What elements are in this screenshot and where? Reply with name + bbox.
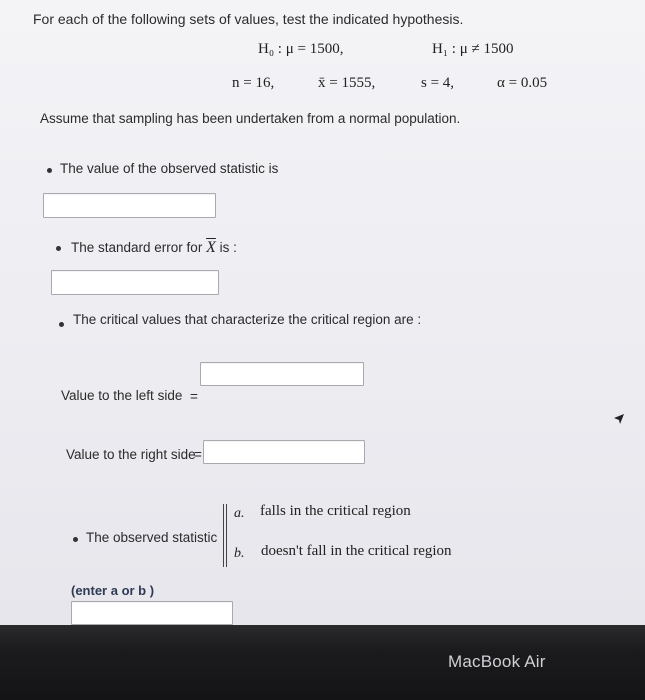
bullet-icon bbox=[73, 537, 78, 542]
significance-level: α = 0.05 bbox=[497, 75, 548, 91]
sample-size: n = 16, bbox=[232, 75, 275, 91]
enter-choice-label: (enter a or b ) bbox=[71, 583, 155, 598]
bullet-icon bbox=[59, 322, 64, 327]
laptop-bezel bbox=[0, 625, 645, 700]
bracket-line-right bbox=[226, 504, 227, 567]
observed-statistic-choice-label: The observed statistic bbox=[86, 530, 218, 545]
option-b-letter: b. bbox=[234, 546, 245, 561]
standard-error-input[interactable] bbox=[51, 270, 219, 295]
left-critical-value-input[interactable] bbox=[200, 362, 364, 386]
observed-statistic-input[interactable] bbox=[43, 193, 216, 218]
bracket-line-left bbox=[223, 504, 224, 567]
sample-mean: x̄ = 1555, bbox=[318, 75, 376, 91]
standard-error-label-prefix: The standard error for bbox=[71, 240, 203, 255]
bullet-icon bbox=[47, 168, 52, 173]
right-critical-value-input[interactable] bbox=[203, 440, 365, 464]
option-a-letter: a. bbox=[234, 506, 245, 521]
mouse-pointer-icon bbox=[612, 412, 626, 426]
bullet-icon bbox=[56, 246, 61, 251]
standard-error-label-suffix: is : bbox=[219, 240, 237, 255]
observed-statistic-label: The value of the observed statistic is bbox=[60, 161, 279, 176]
alternative-hypothesis: H₁ : μ ≠ 1500 bbox=[432, 41, 514, 57]
option-b-text: doesn't fall in the critical region bbox=[261, 543, 452, 559]
device-brand-label: MacBook Air bbox=[448, 652, 546, 671]
question-intro: For each of the following sets of values, test the indicated hypothesis. bbox=[33, 11, 464, 27]
assumption-text: Assume that sampling has been undertaken from a normal population. bbox=[40, 111, 461, 126]
left-side-label: Value to the left side bbox=[61, 388, 183, 403]
standard-error-label bbox=[71, 239, 237, 257]
critical-values-label: The critical values that characterize the critical region are : bbox=[73, 312, 422, 327]
right-side-label: Value to the right side bbox=[66, 447, 196, 462]
right-equals: = bbox=[194, 447, 202, 462]
option-a-text: falls in the critical region bbox=[260, 503, 411, 519]
xbar-symbol: $\overline{X}$ bbox=[206, 239, 216, 256]
sample-std: s = 4, bbox=[421, 75, 455, 91]
null-hypothesis: H₀ : μ = 1500, bbox=[258, 41, 344, 57]
left-equals: = bbox=[190, 389, 198, 404]
choice-input[interactable] bbox=[71, 601, 233, 625]
